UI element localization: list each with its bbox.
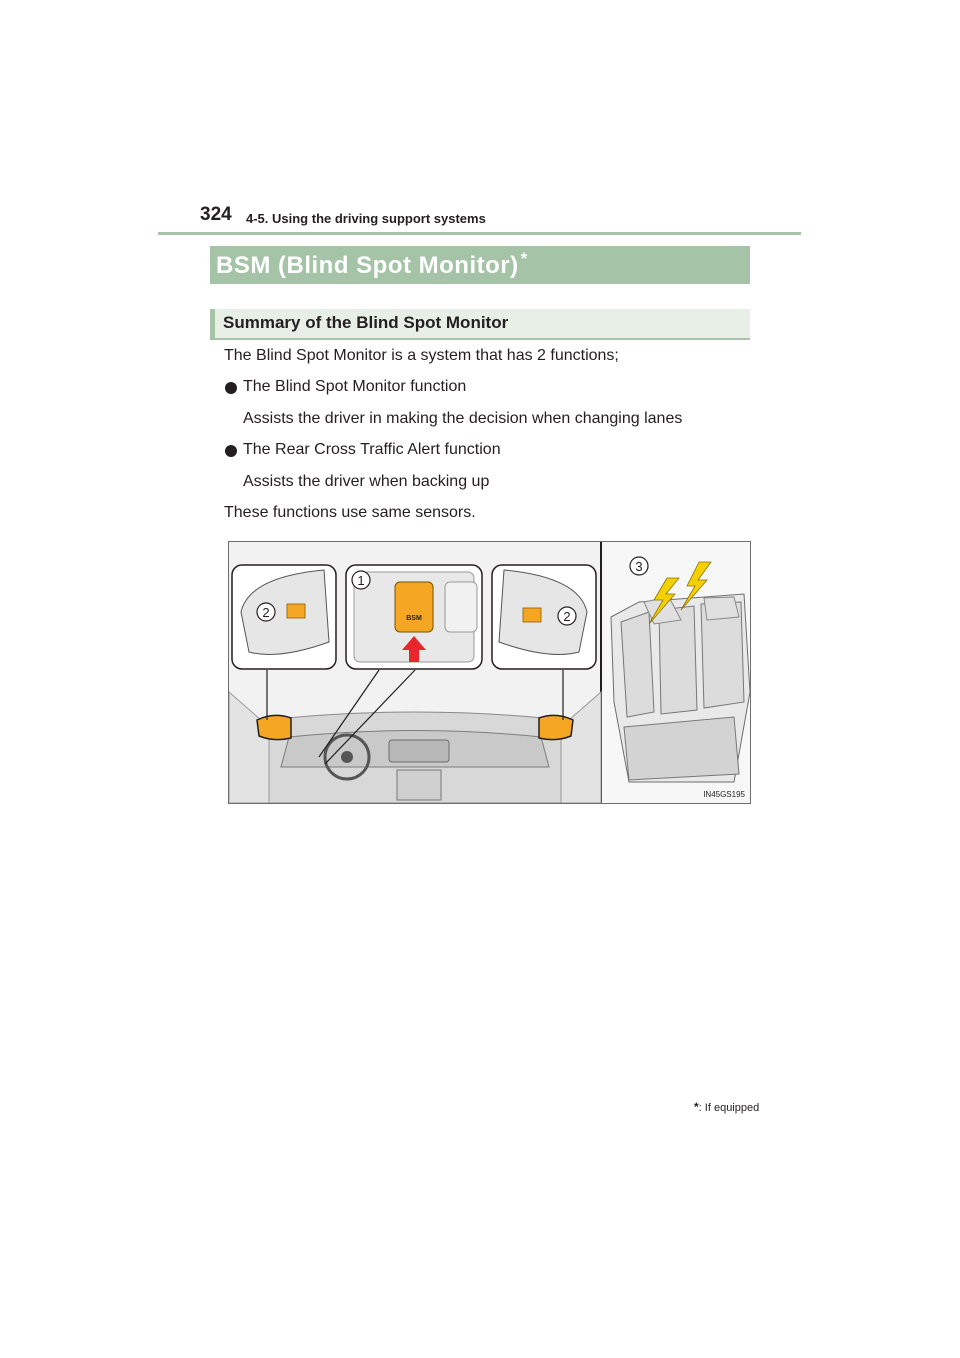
subsection-bar — [210, 309, 750, 340]
page-number: 324 — [200, 204, 232, 225]
footnote — [694, 1100, 759, 1114]
bullet-icon — [225, 445, 237, 457]
bullet-icon — [225, 382, 237, 394]
footnote-marker: * — [694, 1100, 699, 1114]
page-title-text: BSM (Blind Spot Monitor) — [216, 252, 519, 279]
left-mirror — [257, 715, 291, 739]
footnote-text: : If equipped — [698, 1102, 760, 1114]
bsm-switch-detail — [346, 565, 482, 669]
figure-code: IN45GS195 — [703, 790, 745, 799]
right-mirror — [539, 715, 573, 739]
closing-text: These functions use same sensors. — [224, 504, 476, 521]
item-label-bsm: The Blind Spot Monitor function — [243, 378, 467, 395]
callout-3: 3 — [635, 559, 643, 574]
item-desc-rcta: Assists the driver when backing up — [243, 473, 490, 490]
illustration-svg — [229, 542, 750, 803]
intro-text: The Blind Spot Monitor is a system that has 2 functions; — [224, 347, 619, 364]
header-rule — [158, 232, 801, 235]
subsection-title: Summary of the Blind Spot Monitor — [223, 313, 509, 332]
callout-2-left: 2 — [262, 605, 270, 620]
left-mirror-detail — [232, 565, 336, 669]
callout-1: 1 — [357, 573, 365, 588]
right-mirror-detail — [492, 565, 596, 669]
item-desc-bsm: Assists the driver in making the decision when changing lanes — [243, 410, 683, 427]
title-equipped-marker: * — [520, 249, 528, 268]
title-bar — [210, 246, 750, 284]
page-title — [216, 249, 528, 280]
callout-2-right: 2 — [563, 609, 571, 624]
subsection-accent — [210, 309, 215, 340]
section-path: 4-5. Using the driving support systems — [246, 211, 486, 226]
bsm-illustration — [228, 541, 751, 804]
item-label-rcta: The Rear Cross Traffic Alert function — [243, 441, 501, 458]
bsm-switch-label: BSM — [406, 615, 422, 622]
